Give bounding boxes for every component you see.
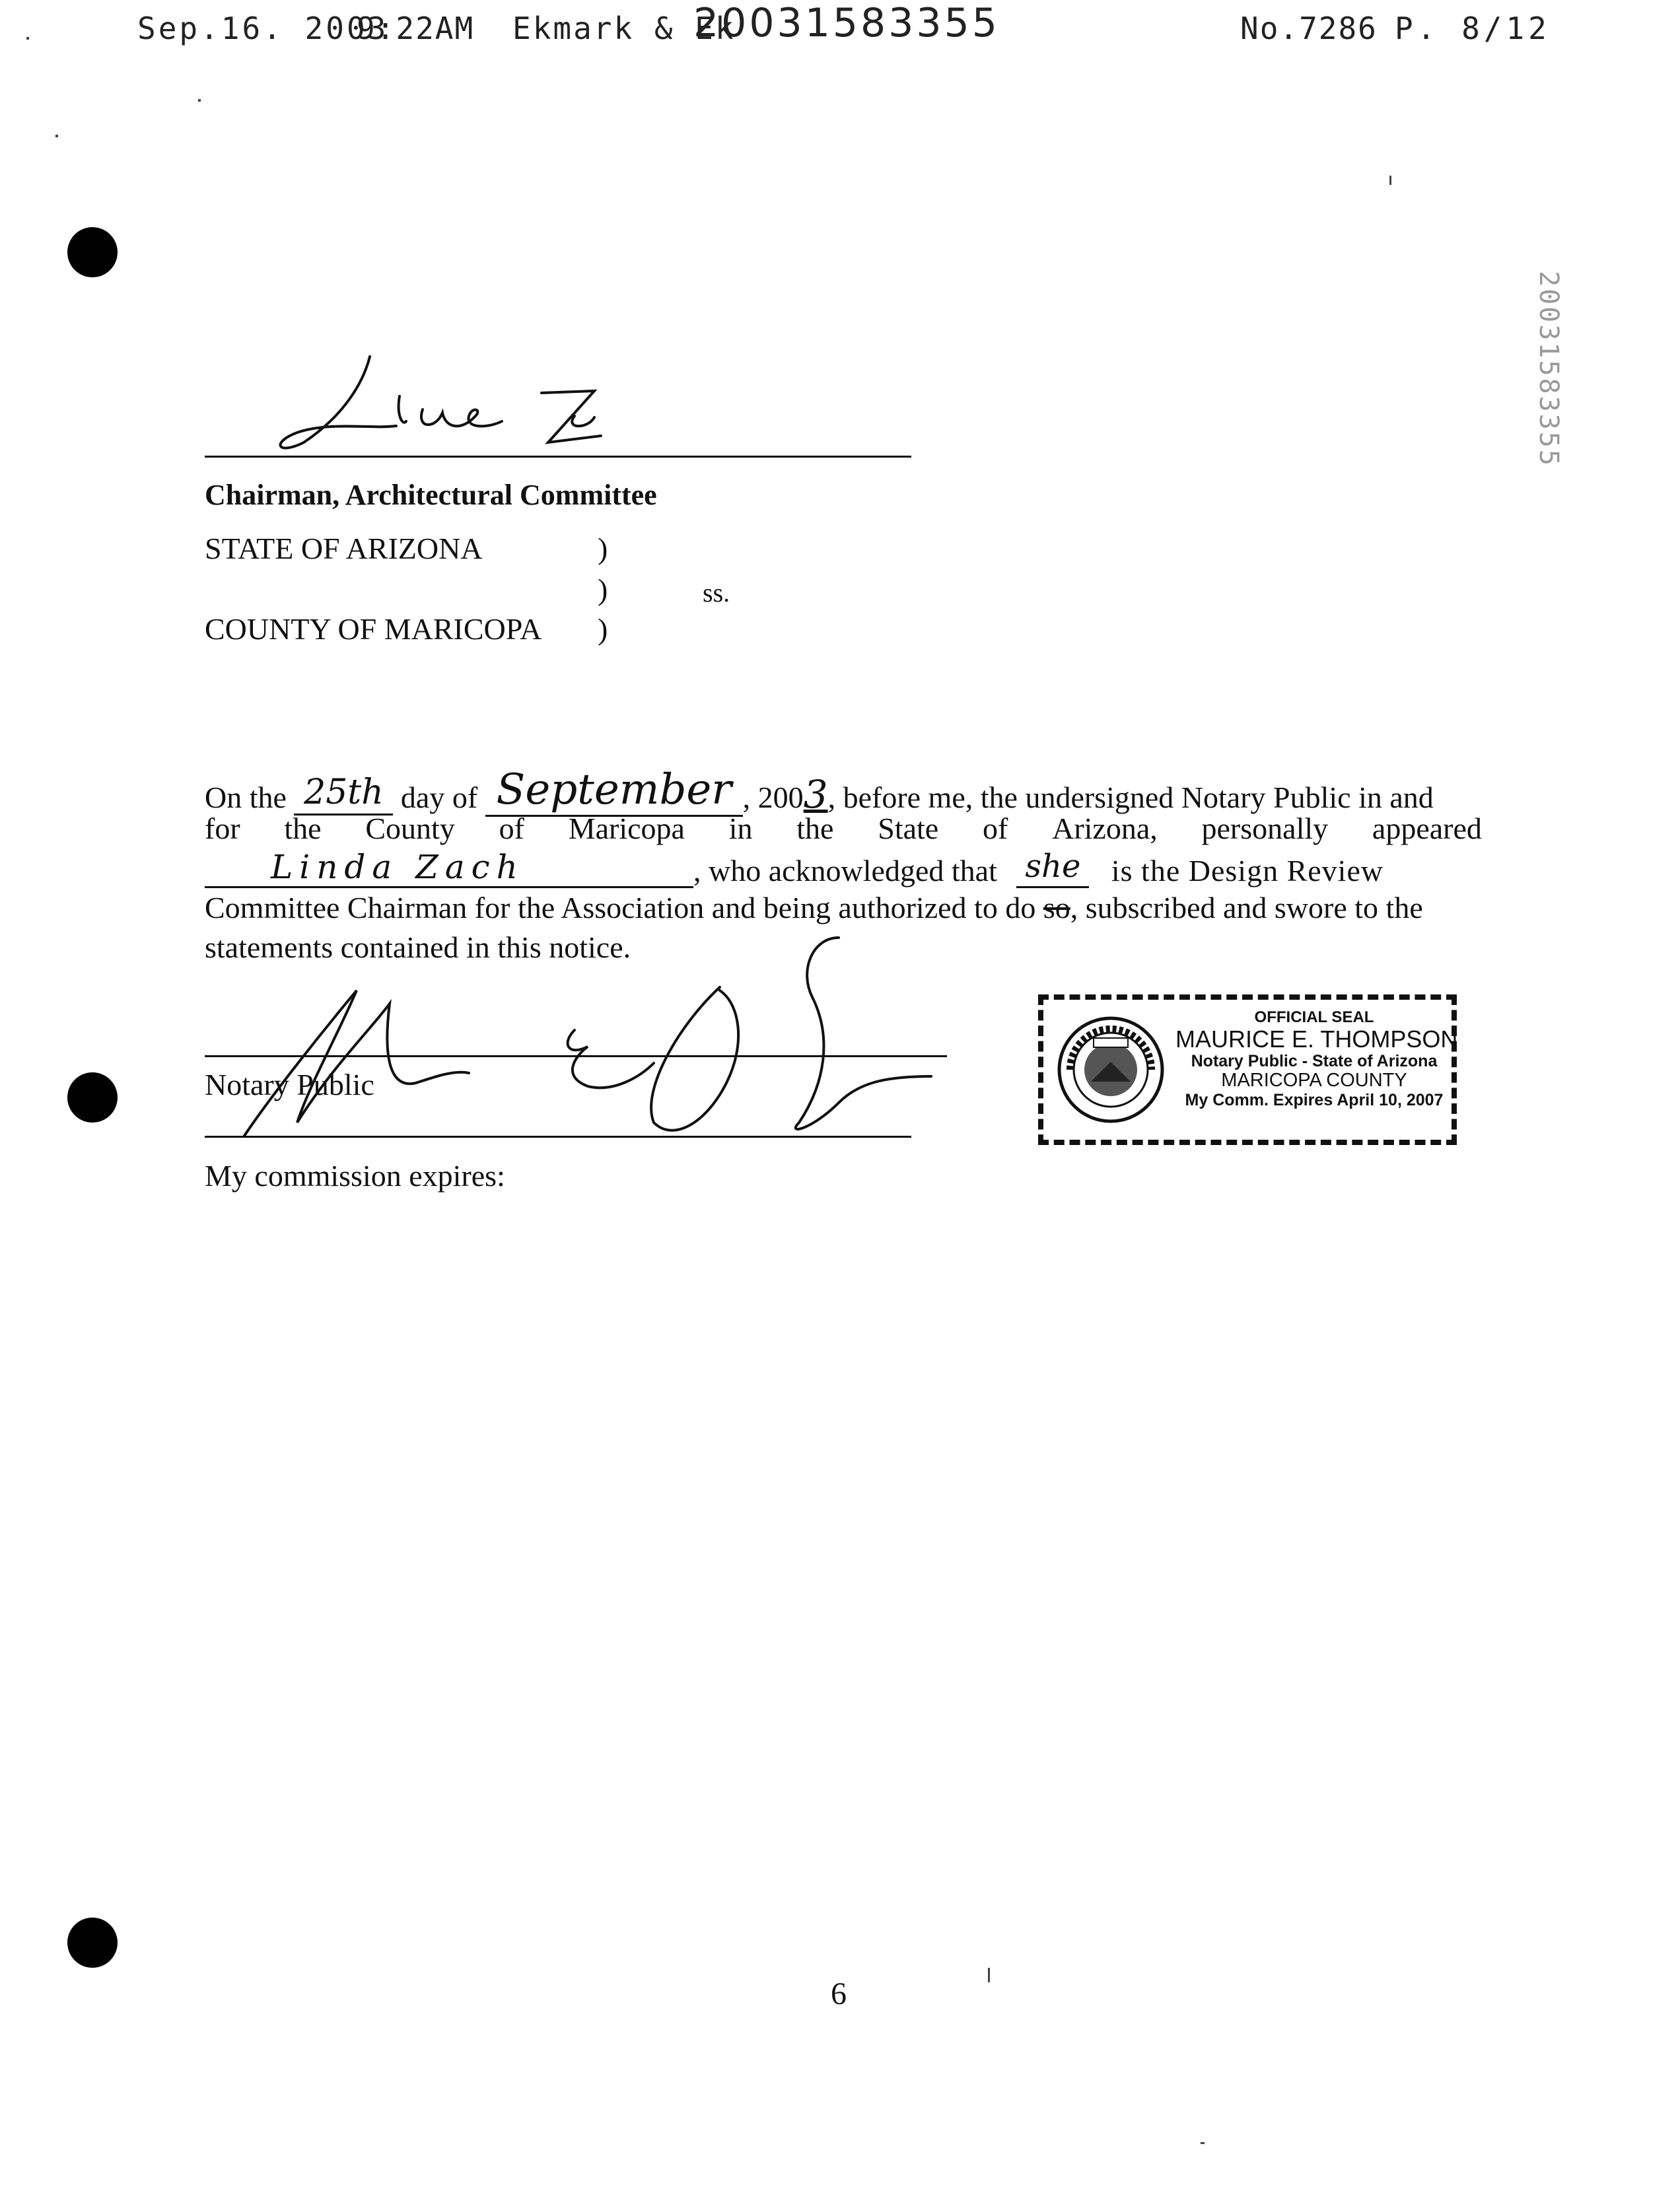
ack-line-4 [205, 893, 1482, 923]
signature-stroke-graphic [264, 343, 634, 462]
day-field [294, 773, 393, 816]
person-name-handwritten: Linda Zach [271, 848, 524, 886]
ack-word: of [499, 812, 524, 845]
ack-line-2 [205, 814, 1482, 844]
ack-struck-word: so [1043, 891, 1070, 924]
signature-linda-zach [264, 343, 634, 466]
ack-word: the [284, 812, 322, 845]
commission-expires-label: My commission expires: [205, 1159, 505, 1193]
fax-date: Sep.16. 2003 [137, 11, 389, 46]
arizona-seal-emblem [1057, 1016, 1165, 1127]
ack-line-5: statements contained in this notice. [205, 930, 631, 964]
ack-line1-rest: , before me, the undersigned Notary Public in and [827, 781, 1434, 814]
state-seal-graphic [1057, 1016, 1165, 1124]
ack-line-3 [205, 848, 1482, 888]
ack-line4-end: , subscribed and swore to the [1070, 891, 1423, 924]
seal-line-1: Notary Public - State of Arizona [1191, 1051, 1438, 1070]
person-name-field [205, 848, 693, 888]
notary-signature-stroke-graphic [218, 924, 944, 1162]
month-field [485, 765, 743, 817]
ack-word: of [983, 812, 1008, 845]
official-notary-seal [1038, 994, 1457, 1145]
scan-speck [988, 1968, 990, 1982]
ack-word: County [365, 812, 455, 845]
seal-text-block [1175, 1008, 1458, 1110]
ack-word: State [878, 812, 939, 845]
signature-line [205, 456, 911, 458]
ack-word: Maricopa [568, 812, 685, 845]
month-handwritten: September [496, 765, 732, 814]
pronoun-field [1016, 848, 1089, 888]
ack-line3-rest: is the Design Review [1111, 854, 1384, 887]
page-number: 6 [831, 1976, 847, 2011]
ack-word: personally [1201, 812, 1329, 845]
state-label: STATE OF ARIZONA [205, 532, 483, 565]
venue-paren-3: ) [598, 612, 608, 646]
recording-number: 20031583355 [693, 0, 1000, 46]
punch-hole-middle [67, 1072, 118, 1123]
ack-year-prefix: , 200 [742, 781, 804, 814]
venue-paren-1: ) [598, 532, 608, 565]
seal-notary-name: MAURICE E. THOMPSON [1175, 1025, 1458, 1053]
notary-public-label: Notary Public [205, 1068, 374, 1101]
fax-sender: Ekmark & Ek [512, 11, 736, 46]
scan-speck [1201, 2142, 1205, 2144]
signature-text [264, 343, 302, 351]
ack-line4-start: Committee Chairman for the Association and being authorized to do [205, 891, 1036, 924]
scan-speck [26, 37, 29, 40]
fax-number: No.7286 [1240, 11, 1378, 46]
ack-word: appeared [1372, 812, 1482, 845]
ack-on-the: On the [205, 781, 287, 814]
ack-word: Arizona, [1052, 812, 1158, 845]
ack-acknowledged: , who acknowledged that [693, 854, 997, 887]
scan-speck [1389, 176, 1391, 185]
punch-hole-bottom [67, 1918, 118, 1968]
notary-signature [218, 924, 944, 1165]
fax-page: P. 8/12 [1395, 11, 1551, 46]
ack-word: for [205, 812, 240, 845]
seal-official: OFFICIAL SEAL [1254, 1008, 1374, 1026]
scan-speck [198, 99, 201, 102]
ack-line-1 [205, 765, 1482, 817]
county-label: COUNTY OF MARICOPA [205, 612, 542, 646]
ack-day-of: day of [400, 781, 478, 814]
pronoun-handwritten: she [1025, 848, 1081, 885]
side-recording-stamp: 20031583355 [1533, 271, 1564, 468]
venue-paren-2: ) [598, 573, 608, 606]
punch-hole-top [67, 227, 118, 277]
ack-word: the [796, 812, 834, 845]
signer-title: Chairman, Architectural Committee [205, 479, 657, 511]
day-handwritten: 25th [304, 773, 384, 812]
fax-time: 9:22AM [357, 11, 475, 46]
ack-word: in [728, 812, 753, 845]
seal-line-3: My Comm. Expires April 10, 2007 [1185, 1091, 1444, 1110]
seal-line-2: MARICOPA COUNTY [1221, 1070, 1407, 1092]
year-handwritten-digit: 3 [803, 772, 828, 817]
venue-ss: ss. [703, 578, 730, 608]
scan-speck [55, 135, 58, 137]
